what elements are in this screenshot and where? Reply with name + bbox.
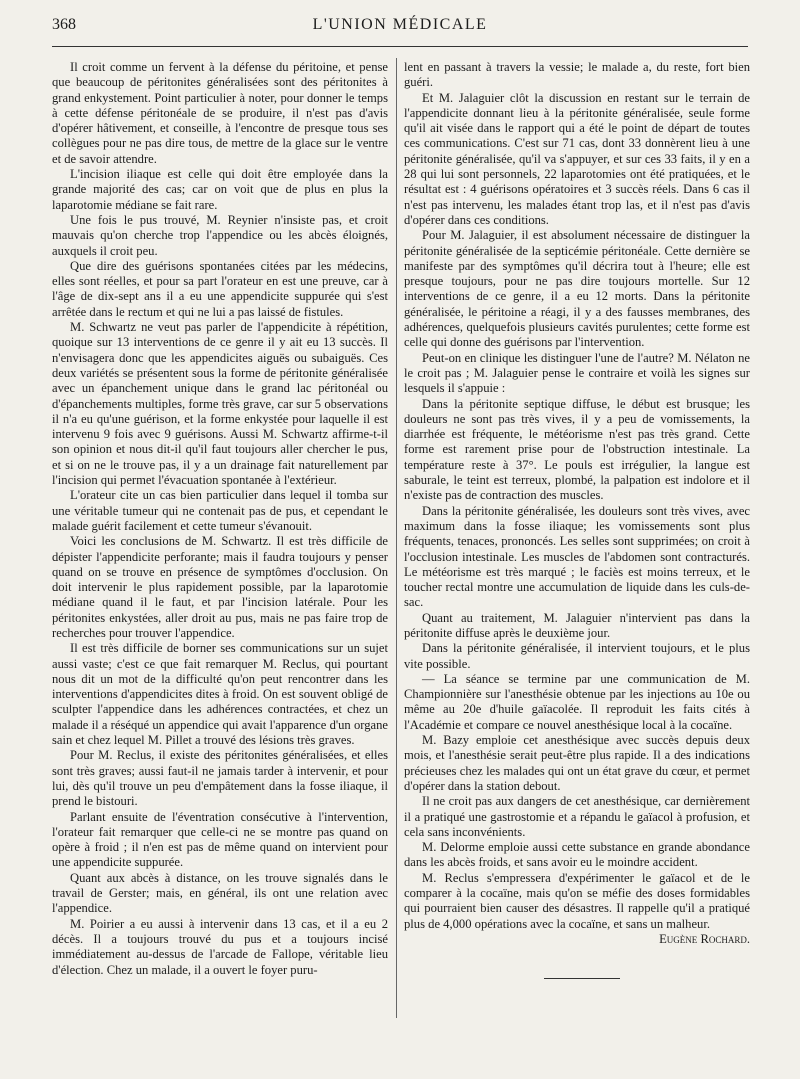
paragraph: Dans la péritonite généralisée, il intervient toujours, et le plus vite possible. bbox=[404, 641, 750, 671]
paragraph: Dans la péritonite septique diffuse, le début est brusque; les douleurs ne sont pas très vives, il y a peu de vomissements, la diarrhée est fréquente, le météorisme n'est pas très grand. Cette forme est rarement prise pour de l'obstruction intestinale. La température reste à 37°. Le pouls est irrégulier, la langue est saburale, le teint est terreux, plombé, la palpation est indolore et il n'existe pas de contraction des muscles. bbox=[404, 396, 750, 503]
author-signature: Eugène Rochard. bbox=[659, 931, 750, 946]
paragraph: Une fois le pus trouvé, M. Reynier n'insiste pas, et croit mauvais qu'on cherche trop l'appendice ou les abcès éloignés, auxquels il croit peu. bbox=[52, 212, 388, 258]
right-column bbox=[404, 60, 750, 947]
paragraph: Et M. Jalaguier clôt la discussion en restant sur le terrain de l'appendicite donnant lieu à la péritonite généralisée, seule forme qu'il ait visée dans le rapport qui a été le point de départ de toutes ces communications. C'est sur 71 cas, dont 33 donnèrent lieu à une péritonite généralisée, qu'il va s'appuyer, et sur ces 33 faits, il y en a 28 qui lui sont personnels, 22 laparotomies ont été pratiquées, et le résultat est : 4 guérisons opératoires et 3 succès réels. Dans 6 cas il n'est pas intervenu, les malades étant trop las, et il n'est pas d'avis d'opérer dans ces conditions. bbox=[404, 90, 750, 227]
paragraph: L'orateur cite un cas bien particulier dans lequel il tomba sur une véritable tumeur qui ne contenait pas de pus, et cependant le malade guérit facilement et cette tumeur s'évanouit. bbox=[52, 488, 388, 533]
page-number: 368 bbox=[52, 16, 76, 33]
paragraph: Quant aux abcès à distance, on les trouve signalés dans le travail de Gerster; mais, en général, ils ont une relation avec l'appendice. bbox=[52, 870, 388, 916]
column-divider bbox=[396, 58, 397, 1018]
paragraph: Que dire des guérisons spontanées citées par les médecins, elles sont réelles, et pour sa part l'orateur en est une preuve, car à l'âge de dix-sept ans il a eu une appendicite suppurée qui s'est arrêtée dans le rectum et qui ne lui a pas laissé de fistules. bbox=[52, 258, 388, 319]
paragraph: Il croit comme un fervent à la défense du péritoine, et pense que beaucoup de péritonites généralisées sont des péritonites à grand enkystement. Point particulier à noter, pour donner le temps à cette défense péritonéale de se produire, il n'est pas d'avis d'opérer hâtivement, et conseille, à l'encontre de presque tous ses collègues pour ne pas dire tous, de mettre de la glace sur le ventre et de savoir attendre. bbox=[52, 60, 388, 166]
paragraph: M. Delorme emploie aussi cette substance en grande abondance dans les abcès froids, et sans avoir eu le moindre accident. bbox=[404, 840, 750, 870]
paragraph: M. Reclus s'empressera d'expérimenter le gaïacol et de le comparer à la cocaïne, mais qu'on se méfie des doses formidables qui pourraient bien causer des désastres. Il rappelle qu'il a pratiqué plus de 4,000 opérations avec la cocaïne, et sans un malheur. bbox=[404, 870, 750, 931]
paragraph: Il est très difficile de borner ses communications sur un sujet aussi vaste; c'est ce que fait remarquer M. Reclus, qui pourtant nous dit un mot de la difficulté qu'on peut rencontrer dans les interventions d'appendicites dites à froid. On est souvent obligé de sculpter l'appendice dans les adhérences contractées, et chez un malade il a réséqué un appendice qui avait l'apparence d'un organe sain et chez lequel M. Pillet a trouvé des lésions très graves. bbox=[52, 641, 388, 748]
paragraph: Pour M. Reclus, il existe des péritonites généralisées, et elles sont très graves; aussi faut-il ne jamais tarder à intervenir, et pour lui, dès qu'il trouve un peu d'empâtement dans la fosse iliaque, il prend le bistouri. bbox=[52, 748, 388, 809]
paragraph: Quant au traitement, M. Jalaguier n'intervient pas dans la péritonite diffuse après le deuxième jour. bbox=[404, 610, 750, 640]
journal-title: L'UNION MÉDICALE bbox=[312, 16, 488, 33]
paragraph: L'incision iliaque est celle qui doit être employée dans la grande majorité des cas; car on voit que de plus en plus la laparotomie médiane se fait rare. bbox=[52, 167, 388, 212]
paragraph: Pour M. Jalaguier, il est absolument nécessaire de distinguer la péritonite généralisée de la septicémie péritonéale. Cette dernière se manifeste par des symptômes qu'il décrira tout à l'heure; elle est presque toujours, pour ne pas dire toujours mortelle. Sur 12 interventions de ce genre, il a eu 12 morts. Dans la péritonite généralisée, le péritoine a réagi, il y a des fausses membranes, des adhérences, quelquefois plusieurs cavités purulentes; cette forme est celle qui donne des guérisons par l'intervention. bbox=[404, 228, 750, 350]
paragraph: Parlant ensuite de l'éventration consécutive à l'intervention, l'orateur fait remarquer que celle-ci ne se montre pas quand on opère à froid ; il n'en est pas de même quand on intervient pour une appendicite suppurée. bbox=[52, 809, 388, 870]
paragraph: Peut-on en clinique les distinguer l'une de l'autre? M. Nélaton ne le croit pas ; M. Jalaguier pense le contraire et voilà les signes sur lesquels il s'appuie : bbox=[404, 350, 750, 396]
paragraph: M. Schwartz ne veut pas parler de l'appendicite à répétition, quoique sur 13 interventions de ce genre il y ait eu 13 succès. Il n'envisagera donc que les appendicites aiguës ou subaiguës. Ces deux variétés se présentent sous la forme de péritonite généralisée avec un épanchement unique dans le grand lac péritonéal ou d'épanchements multiples, forme très grave, car sur 5 observations il n'a eu qu'une guérison, et la forme enkystée pour laquelle il est intervenu 9 fois avec 9 guérisons. Aussi M. Schwartz affirme-t-il son opinion et nous dit-il qu'il faut toujours aller chercher le pus, et si on ne le trouve pas, il y a un drainage fait naturellement par l'incision qui permet l'évacuation spontanée à l'extérieur. bbox=[52, 320, 388, 488]
paragraph: Il ne croit pas aux dangers de cet anesthésique, car dernièrement il a pratiqué une gastrostomie et a répandu le gaïacol à profusion, et cela sans inconvénients. bbox=[404, 794, 750, 839]
left-column bbox=[52, 60, 388, 978]
paragraph: Voici les conclusions de M. Schwartz. Il est très difficile de dépister l'appendicite perforante; mais il faudra toujours y penser quand on se trouve en présence de symptômes d'occlusion. On doit intervenir le plus rapidement possible, par la laparotomie médiane quand il le faut, et par l'incision latérale. Pour les péritonites enkystées, aller droit au pus, mais ne pas faire trop de recherches pour trouver l'appendice. bbox=[52, 534, 388, 640]
page-header bbox=[52, 16, 748, 40]
paragraph: — La séance se termine par une communication de M. Championnière sur l'anesthésie obtenue par les injections au 10e ou même au 20e d'huile gaïacolée. Il reproduit les faits cités à l'Académie et compare ce nouvel anesthésique local à la cocaïne. bbox=[404, 671, 750, 732]
paragraph: M. Bazy emploie cet anesthésique avec succès depuis deux mois, et l'anesthésie serait peut-être plus rapide. Il a des indications précieuses chez les malades qui ont un état grave du cœur, et permet d'opérer dans la station debout. bbox=[404, 733, 750, 793]
end-rule bbox=[544, 978, 620, 979]
paragraph: M. Poirier a eu aussi à intervenir dans 13 cas, et il a eu 2 décès. Il a toujours trouvé du pus et a toujours incisé immédiatement au-dessus de l'arcade de Fallope, véritable lieu d'élection. Chez un malade, il a ouvert le foyer puru- bbox=[52, 916, 388, 977]
paragraph: Dans la péritonite généralisée, les douleurs sont très vives, avec maximum dans la fosse iliaque; les vomissements sont plus fréquents, tenaces, prononcés. Les selles sont supprimées; on croit à l'occlusion intestinale. Les muscles de l'abdomen sont contracturés. Le météorisme est très marqué ; le faciès est moins terreux, et le toucher rectal montre une accumulation de liquide dans les culs-de-sac. bbox=[404, 503, 750, 610]
paragraph: lent en passant à travers la vessie; le malade a, du reste, fort bien guéri. bbox=[404, 60, 750, 90]
header-rule bbox=[52, 46, 748, 47]
